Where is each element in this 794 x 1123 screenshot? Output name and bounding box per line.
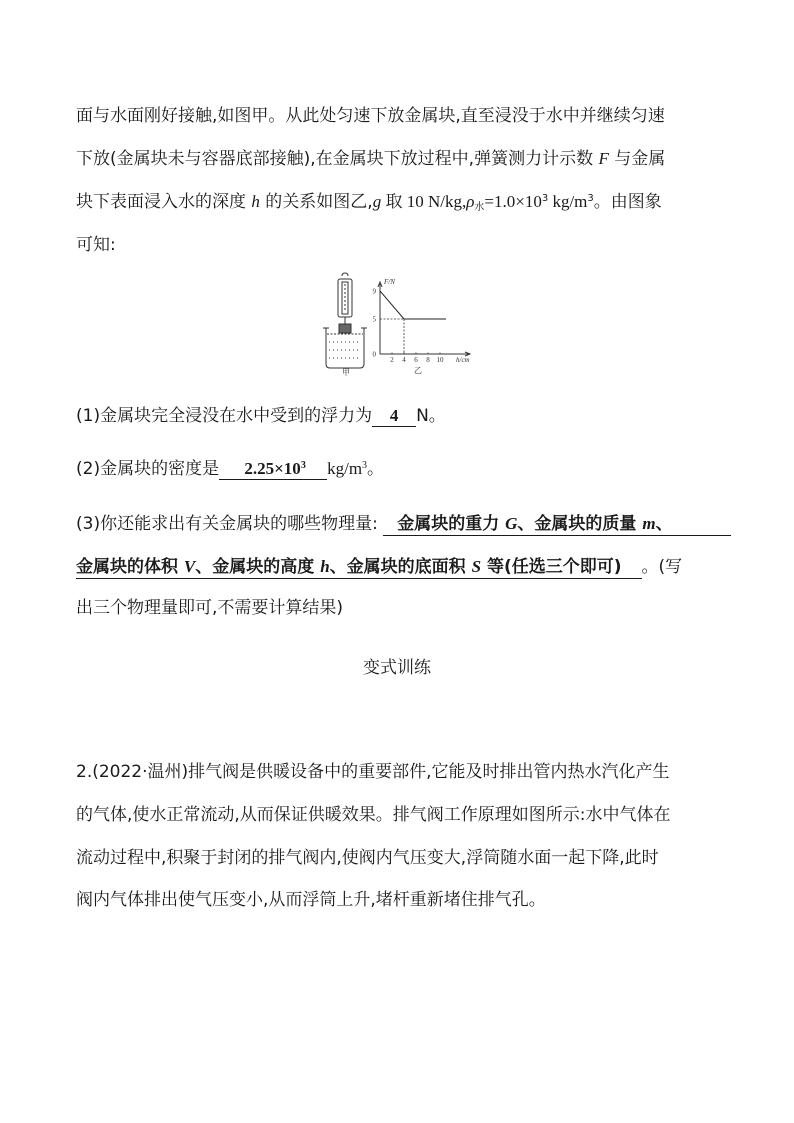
label-jia: 甲 <box>342 368 350 376</box>
q3-tail: 。(写 <box>641 557 683 577</box>
y-tick-label: 0 <box>372 350 376 359</box>
q1-suffix: N。 <box>416 406 446 426</box>
q1-answer: 4 <box>372 406 416 427</box>
variable-F: F <box>598 149 609 168</box>
intro-text: 下放(金属块未与容器底部接触),在金属块下放过程中,弹簧测力计示数 <box>76 149 599 169</box>
graph-ticks <box>373 288 445 365</box>
intro-line-3 <box>76 192 662 212</box>
graph-series <box>380 291 446 354</box>
problem-2-line-1: 2.(2022·温州)排气阀是供暖设备中的重要部件,它能及时排出管内热水汽化产生 <box>76 762 670 782</box>
q3-answer-part-2: 金属块的体积 V、金属块的高度 h、金属块的底面积 S 等(任选三个即可) <box>76 557 642 579</box>
rho-exponent: 3 <box>541 193 549 204</box>
q2-unit: $kg/m^3$ <box>327 459 368 478</box>
problem-2-line-3: 流动过程中,积聚于封闭的排气阀内,使阀内气压变大,浮筒随水面一起下降,此时 <box>76 848 659 868</box>
q3-answer-part-1: 金属块的重力 G、金属块的质量 m、 <box>383 514 731 536</box>
intro-line-1: 面与水面刚好接触,如图甲。从此处匀速下放金属块,直至浸没于水中并继续匀速 <box>76 106 665 126</box>
intro-text: 的关系如图乙, <box>259 192 373 212</box>
y-tick-label: 9 <box>372 287 376 296</box>
spring-scale-apparatus <box>323 273 367 368</box>
question-3-line-2 <box>76 557 682 579</box>
q2-answer: $2.25\times 10^3$ <box>219 459 327 480</box>
intro-line-2 <box>76 149 665 169</box>
rho-unit-exponent: 3 <box>587 193 594 204</box>
experiment-figure <box>318 272 488 376</box>
variable-rho: ρ <box>466 192 475 211</box>
question-2 <box>76 459 384 480</box>
x-tick-label: 4 <box>402 356 406 364</box>
intro-text: 。由图象 <box>593 192 662 212</box>
rho-unit: kg/m <box>548 192 588 211</box>
rho-subscript: 水 <box>474 202 485 213</box>
force-depth-graph <box>373 278 471 375</box>
x-tick-label: 2 <box>390 356 394 364</box>
g-value: 取 10 N/kg, <box>381 192 467 211</box>
intro-line-4: 可知: <box>76 235 116 255</box>
problem-2-line-2: 的气体,使水正常流动,从而保证供暖效果。排气阀工作原理如图所示:水中气体在 <box>76 805 671 825</box>
x-tick-label: 10 <box>436 356 444 364</box>
question-3-line-3: 出三个物理量即可,不需要计算结果) <box>76 598 344 618</box>
x-axis-label: h/cm <box>456 356 470 364</box>
problem-2-line-4: 阀内气体排出使气压变小,从而浮筒上升,堵杆重新堵住排气孔。 <box>76 890 546 910</box>
label-yi: 乙 <box>414 366 422 375</box>
intro-text: 与金属 <box>608 149 666 169</box>
q2-prefix: (2)金属块的密度是 <box>76 459 220 479</box>
y-tick-label: 5 <box>372 315 376 324</box>
rho-value: =1.0×10 <box>484 192 542 211</box>
q2-end: 。 <box>367 459 385 479</box>
variable-h: h <box>251 192 260 211</box>
x-tick-label: 8 <box>426 356 430 364</box>
question-3-line-1 <box>76 514 731 536</box>
x-tick-label: 6 <box>414 356 418 364</box>
question-1 <box>76 406 446 427</box>
variable-g: g <box>372 192 382 211</box>
q1-prefix: (1)金属块完全浸没在水中受到的浮力为 <box>76 406 373 426</box>
y-axis-label: F/N <box>384 278 395 286</box>
section-title: 变式训练 <box>363 658 431 678</box>
intro-text: 块下表面浸入水的深度 <box>76 192 252 212</box>
q3-prefix: (3)你还能求出有关金属块的哪些物理量: <box>76 514 384 534</box>
force-curve <box>380 291 446 319</box>
